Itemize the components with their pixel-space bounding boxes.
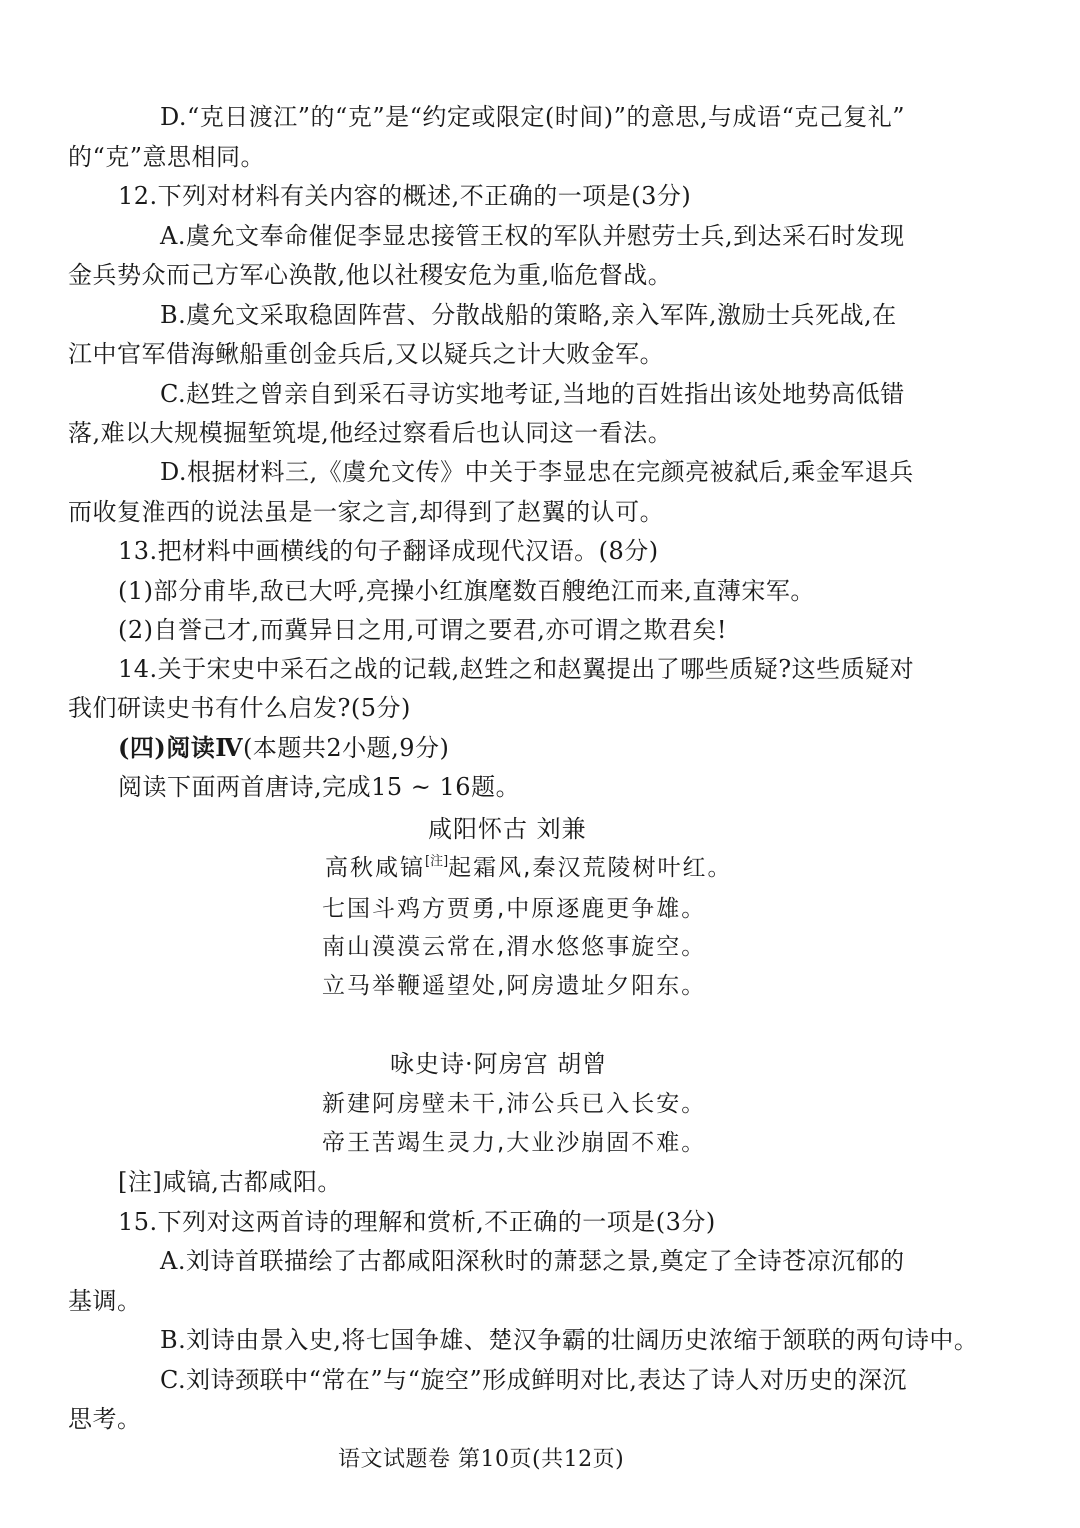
poem1-line4: 立马举鞭遥望处,阿房遗址夕阳东。 (322, 973, 707, 999)
q13-stem: 13.把材料中画横线的句子翻译成现代汉语。(8分) (118, 537, 659, 565)
q15-option-a-line1: A.刘诗首联描绘了古都咸阳深秋时的萧瑟之景,奠定了全诗苍凉沉郁的 (160, 1247, 905, 1275)
section4-heading (118, 732, 449, 764)
poem1-line1 (325, 852, 732, 884)
q12-option-b-line2: 江中官军借海鳅船重创金兵后,又以疑兵之计大败金军。 (68, 340, 665, 368)
poem2-title: 咏史诗·阿房宫 胡曾 (390, 1050, 608, 1078)
q12-option-a-line2: 金兵势众而己方军心涣散,他以社稷安危为重,临危督战。 (68, 261, 673, 289)
poem1-line1-part2: 起霜风,秦汉荒陵树叶红。 (448, 855, 733, 881)
footnote-marker: [注] (425, 854, 449, 869)
q13-item2: (2)自誉己才,而冀异日之用,可谓之要君,亦可谓之欺君矣! (118, 616, 728, 644)
section4-heading-bold: (四)阅读Ⅳ (118, 733, 243, 762)
section4-heading-rest: (本题共2小题,9分) (242, 734, 450, 762)
poem-note: [注]咸镐,古都咸阳。 (118, 1168, 342, 1196)
q15-stem: 15.下列对这两首诗的理解和赏析,不正确的一项是(3分) (118, 1208, 716, 1236)
q12-option-d-line2: 而收复淮西的说法虽是一家之言,却得到了赵翼的认可。 (68, 498, 665, 526)
poem2-line1: 新建阿房壁未干,沛公兵已入长安。 (322, 1091, 707, 1117)
q12-option-c-line2: 落,难以大规模掘堑筑堤,他经过察看后也认同这一看法。 (68, 419, 673, 447)
poem1-line3: 南山漠漠云常在,渭水悠悠事旋空。 (322, 934, 707, 960)
q13-item1: (1)部分甫毕,敌已大呼,亮操小红旗麾数百艘绝江而来,直薄宋军。 (118, 577, 815, 605)
poem1-line1-part1: 高秋咸镐 (325, 855, 425, 881)
q12-option-a-line1: A.虞允文奉命催促李显忠接管王权的军队并慰劳士兵,到达采石时发现 (160, 222, 905, 250)
q12-option-b-line1: B.虞允文采取稳固阵营、分散战船的策略,亲入军阵,激励士兵死战,在 (160, 301, 897, 329)
q15-option-c-line1: C.刘诗颈联中“常在”与“旋空”形成鲜明对比,表达了诗人对历史的深沉 (160, 1366, 907, 1394)
q15-option-b-line1: B.刘诗由景入史,将七国争雄、楚汉争霸的壮阔历史浓缩于颔联的两句诗中。 (160, 1326, 979, 1354)
q12-option-d-line1: D.根据材料三,《虞允文传》中关于李显忠在完颜亮被弑后,乘金军退兵 (160, 458, 914, 486)
q14-line2: 我们研读史书有什么启发?(5分) (68, 694, 411, 722)
q12-option-c-line1: C.赵甡之曾亲自到采石寻访实地考证,当地的百姓指出该处地势高低错 (160, 380, 905, 408)
q15-option-a-line2: 基调。 (68, 1287, 142, 1315)
q15-option-c-line2: 思考。 (68, 1405, 142, 1433)
q12-stem: 12.下列对材料有关内容的概述,不正确的一项是(3分) (118, 182, 692, 210)
q11-option-d-line2: 的“克”意思相同。 (68, 143, 266, 171)
q11-option-d-line1: D.“克日渡江”的“克”是“约定或限定(时间)”的意思,与成语“克己复礼” (160, 103, 906, 131)
q14-line1: 14.关于宋史中采石之战的记载,赵甡之和赵翼提出了哪些质疑?这些质疑对 (118, 655, 915, 683)
poem2-line2: 帝王苦竭生灵力,大业沙崩固不难。 (322, 1130, 707, 1156)
poem1-line2: 七国斗鸡方贾勇,中原逐鹿更争雄。 (322, 896, 707, 922)
poem1-title: 咸阳怀古 刘兼 (428, 815, 587, 843)
page-footer: 语文试题卷 第10页(共12页) (338, 1447, 625, 1472)
section4-instruction: 阅读下面两首唐诗,完成15 ~ 16题。 (118, 773, 521, 801)
